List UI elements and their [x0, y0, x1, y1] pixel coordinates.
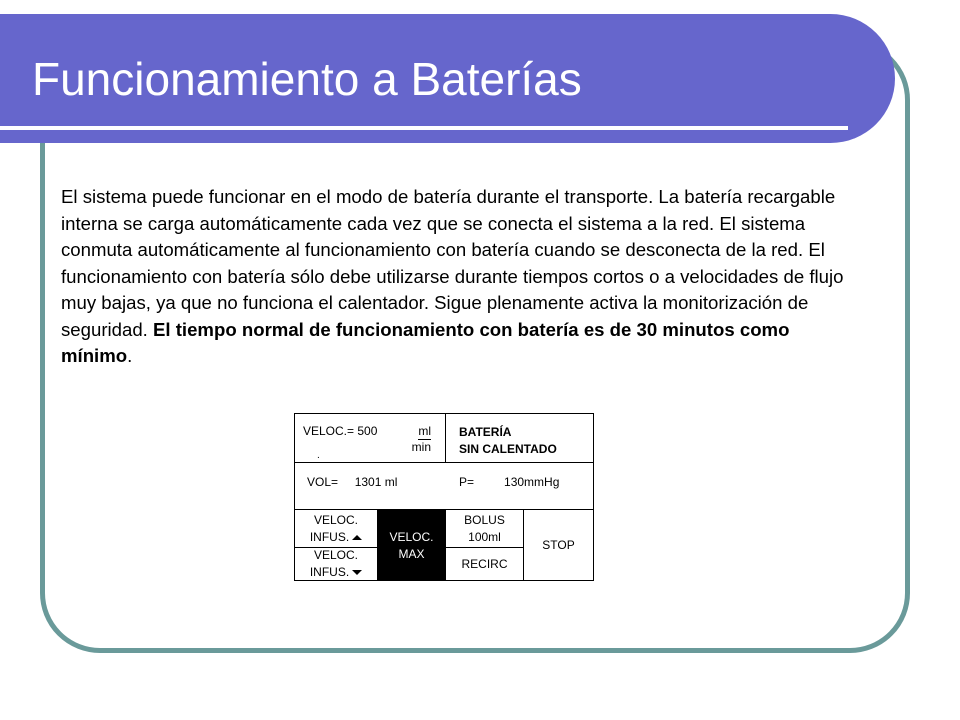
infusion-up-line-2: INFUS.: [309, 529, 350, 544]
bolus-button[interactable]: [446, 510, 523, 547]
recirc-button[interactable]: [446, 548, 523, 580]
divider: [295, 462, 593, 463]
body-paragraph: [61, 184, 861, 370]
rate-dot: .: [317, 450, 320, 461]
slide-title: Funcionamiento a Baterías: [32, 53, 582, 105]
pressure-readout: [459, 475, 559, 489]
device-panel: [294, 413, 594, 581]
rate-unit-denominator: min: [411, 440, 431, 454]
recirc-label: RECIRC: [461, 556, 508, 571]
infusion-up-line-1: VELOC.: [313, 512, 358, 527]
body-text-end: .: [127, 345, 133, 366]
pressure-label: P=: [459, 475, 475, 489]
max-line-2: MAX: [398, 546, 425, 561]
battery-status: [459, 424, 557, 458]
infusion-up-line-2-wrap: [310, 529, 362, 546]
rate-label: VELOC.= 500: [303, 424, 378, 438]
infusion-rate-down-button[interactable]: [295, 548, 377, 580]
rate-unit: [401, 424, 431, 454]
infusion-down-line-2-wrap: [310, 564, 362, 581]
volume-value: 1301 ml: [354, 475, 398, 489]
max-rate-button[interactable]: [378, 510, 445, 581]
volume-label: VOL=: [307, 475, 339, 489]
volume-readout: [307, 475, 397, 489]
bolus-line-2: 100ml: [468, 529, 501, 544]
body-text-plain: El sistema puede funcionar en el modo de batería durante el transporte. La batería recargable interna se carga automáticamente cada vez que se conecta el sistema a la red. El sistema conmuta automáticamente al funcionamiento con batería cuando se desconecta de la red. El funcionamiento con batería sólo debe utilizarse durante tiempos cortos o a velocidades de flujo muy bajas, ya que no funciona el calentador. Sigue plenamente activa la monitorización de seguridad.: [61, 186, 844, 340]
triangle-down-icon: [352, 570, 362, 575]
infusion-rate-up-button[interactable]: [295, 510, 377, 547]
status-line-2: SIN CALENTADO: [459, 442, 557, 456]
max-line-1: VELOC.: [389, 529, 434, 544]
stop-button[interactable]: [524, 510, 593, 581]
status-line-1: BATERÍA: [459, 425, 512, 439]
stop-label: STOP: [542, 538, 575, 552]
rate-unit-numerator: ml: [418, 424, 431, 438]
pressure-value: 130mmHg: [504, 475, 560, 489]
infusion-down-line-2: INFUS.: [309, 565, 350, 579]
bolus-line-1: BOLUS: [464, 512, 505, 527]
body-text-bold: El tiempo normal de funcionamiento con batería es de 30 minutos como mínimo: [61, 318, 790, 366]
title-bar: [0, 14, 895, 143]
divider: [445, 414, 446, 462]
infusion-down-line-1: VELOC.: [313, 548, 358, 562]
triangle-up-icon: [352, 535, 362, 540]
title-underline: [0, 126, 848, 130]
